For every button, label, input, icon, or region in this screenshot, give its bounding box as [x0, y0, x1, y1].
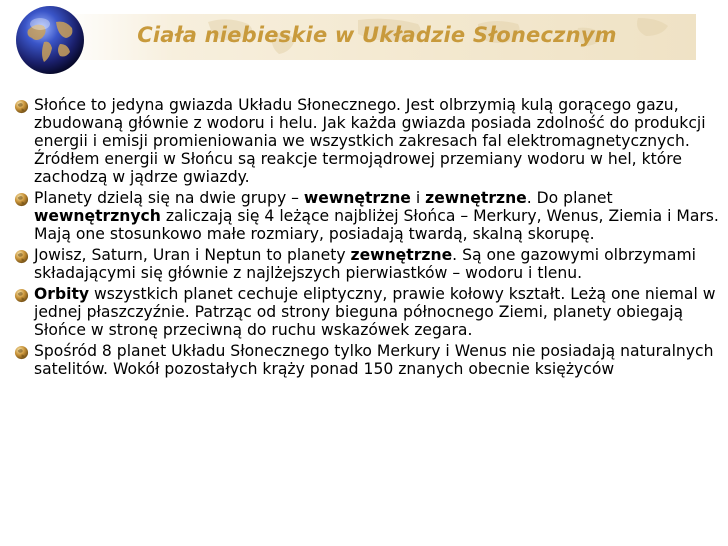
bullet-text: i	[410, 189, 426, 207]
bullet-bold-text: Orbity	[34, 285, 90, 303]
slide-title: Ciała niebieskie w Układzie Słonecznym	[137, 23, 617, 47]
bullet-text: Planety dzielą się na dwie grupy –	[34, 189, 304, 207]
bullet-bold-text: zewnętrzne	[350, 246, 453, 264]
bullet-bold-text: wewnętrznych	[34, 207, 161, 225]
bullet-item	[14, 342, 724, 378]
globe-icon	[14, 4, 86, 76]
globe-bullet-icon	[14, 288, 29, 303]
bullet-text: . Są one gazowymi olbrzymami składającymi się głównie z najlżejszych pierwiastków – wodoru i tlenu.	[34, 246, 696, 282]
title-bar	[58, 14, 696, 60]
globe-bullet-icon	[14, 192, 29, 207]
bullet-text: Spośród 8 planet Układu Słonecznego tylko Merkury i Wenus nie posiadają naturalnych satelitów. Wokół pozostałych krąży ponad 150 znanych obecnie księżyców	[34, 342, 714, 378]
bullet-item	[14, 246, 724, 282]
bullet-text: Jowisz, Saturn, Uran i Neptun to planety	[34, 246, 351, 264]
bullet-item	[14, 96, 724, 186]
bullet-list	[14, 96, 724, 381]
bullet-item	[14, 189, 724, 243]
bullet-bold-text: wewnętrzne	[303, 189, 411, 207]
globe-bullet-icon	[14, 99, 29, 114]
bullet-bold-text: zewnętrzne	[425, 189, 527, 207]
bullet-text: wszystkich planet cechuje eliptyczny, prawie kołowy kształt. Leżą one niemal w jednej płaszczyźnie. Patrząc od strony bieguna północnego Ziemi, planety obiegają Słońce w stronę przeciwną do ruchu wskazówek zegara.	[34, 285, 716, 339]
bullet-text: . Do planet	[526, 189, 613, 207]
bullet-text: zaliczają się 4 leżące najbliżej Słońca – Merkury, Wenus, Ziemia i Mars. Mają one stosunkowo małe rozmiary, posiadają twardą, skalną skorupę.	[34, 207, 719, 243]
bullet-text: Słońce to jedyna gwiazda Układu Słonecznego. Jest olbrzymią kulą gorącego gazu, zbudowaną głównie z wodoru i helu. Jak każda gwiazda posiada zdolność do produkcji energii i emisji promieniowania we wszystkich zakresach fal elektromagnetycznych. Źródłem energii w Słońcu są reakcje termojądrowej przemiany wodoru w hel, które zachodzą w jądrze gwiazdy.	[34, 96, 706, 186]
bullet-item	[14, 285, 724, 339]
globe-bullet-icon	[14, 345, 29, 360]
globe-bullet-icon	[14, 249, 29, 264]
